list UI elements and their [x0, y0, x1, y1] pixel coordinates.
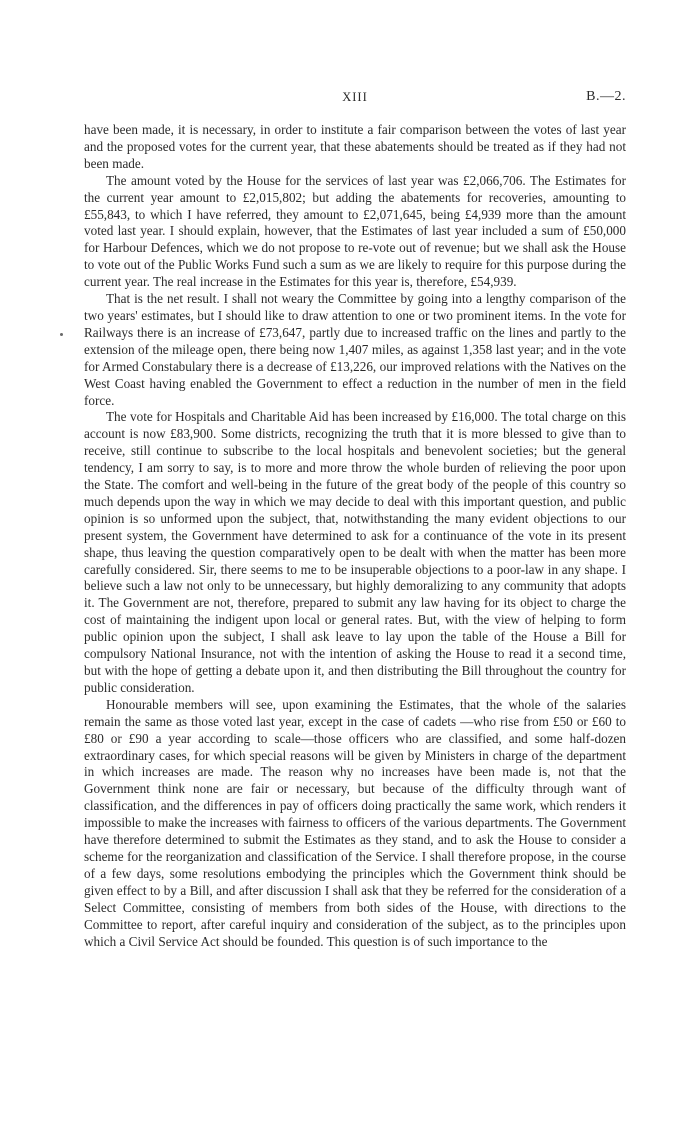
paragraph-net-result: That is the net result. I shall not weary the Committee by going into a lengthy comparison of the two years' estimates, but I should like to draw attention to one or two prominent items. In the vote for Railways there is an increase of £73,647, partly due to increased traffic on the lines and partly to the extension of the mileage open, there being now 1,407 miles, as against 1,358 last year; and in the vote for Armed Constabulary there is a decrease of £13,226, our improved relations with the Natives on the West Coast having enabled the Government to effect a reduction in the number of men in the field force.	[84, 291, 626, 408]
paragraph-continuation: have been made, it is necessary, in order to institute a fair comparison between the votes of last year and the proposed votes for the current year, that these abatements should be treated as if they had not been made.	[84, 122, 626, 171]
paragraph-hospitals: The vote for Hospitals and Charitable Aid has been increased by £16,000. The total charge on this account is now £83,900. Some districts, recognizing the truth that it is more blessed to give than to receive, still continue to subscribe to the local hospitals and benevolent societies; but the general tendency, I am sorry to say, is to more and more throw the whole burden of relieving the poor upon the State. The comfort and well-being in the future of the great body of the people of this country so much depends upon the way in which we may decide to deal with this important question, and public opinion is so unformed upon the subject, that, notwithstanding the many evident objections to our present system, the Government have determined to ask for a continuance of the vote in its present shape, thus leaving the question comparatively open to be dealt with when the matter has been more carefully considered. Sir, there seems to me to be insuperable objections to a poor-law in any shape. I believe such a law not only to be unnecessary, but highly demoralizing to any community that adopts it. The Government are not, therefore, prepared to submit any law having for its object to charge the cost of maintaining the indigent upon local or general rates. But, with the view of helping to form public opinion upon the subject, I shall ask leave to lay upon the table of the House a Bill for compulsory National Insurance, not with the intention of asking the House to read it a second time, but with the hope of getting a debate upon it, and then distributing the Bill throughout the country for public consideration.	[84, 409, 626, 695]
page-number: XIII	[342, 90, 368, 104]
document-reference: B.—2.	[586, 89, 626, 104]
paragraph-salaries: Honourable members will see, upon examining the Estimates, that the whole of the salaries remain the same as those voted last year, except in the case of cadets —who rise from £50 or £60 to £80 or £90 a year according to scale—those officers who are classified, and some half-dozen extraordinary cases, for which special reasons will be given by Ministers in charge of the department in which increases are made. The reason why no increases have been made is, not that the Government think none are fair or necessary, but because of the difficulty through want of classification, and the differences in pay of officers doing practically the same work, which renders it impossible to make the increases with fairness to officers of the various departments. The Government have therefore determined to submit the Estimates as they stand, and to ask the House to consider a scheme for the reorganization and classification of the Service. I shall therefore propose, in the course of a few days, some resolutions embodying the principles which the Government think should be given effect to by a Bill, and after discussion I shall ask that they be referred for the consideration of a Select Committee, consisting of members from both sides of the House, with directions to the Committee to report, after careful inquiry and consideration of the subject, as to the principles upon which a Civil Service Act should be founded. This question is of such importance to the	[84, 696, 626, 949]
page-header	[84, 90, 626, 108]
document-body	[84, 122, 626, 950]
margin-mark	[60, 333, 63, 336]
paragraph-estimates-amount: The amount voted by the House for the services of last year was £2,066,706. The Estimates for the current year amount to £2,015,802; but adding the abatements for recoveries, amounting to £55,843, to which I have referred, they amount to £2,071,645, being £4,939 more than the amount voted last year. I should explain, however, that the Estimates of last year included a sum of £50,000 for Harbour Defences, which we do not propose to re-vote out of revenue; but we shall ask the House to vote out of the Public Works Fund such a sum as we are likely to require for this purpose during the current year. The real increase in the Estimates for this year is, therefore, £54,939.	[84, 172, 626, 290]
